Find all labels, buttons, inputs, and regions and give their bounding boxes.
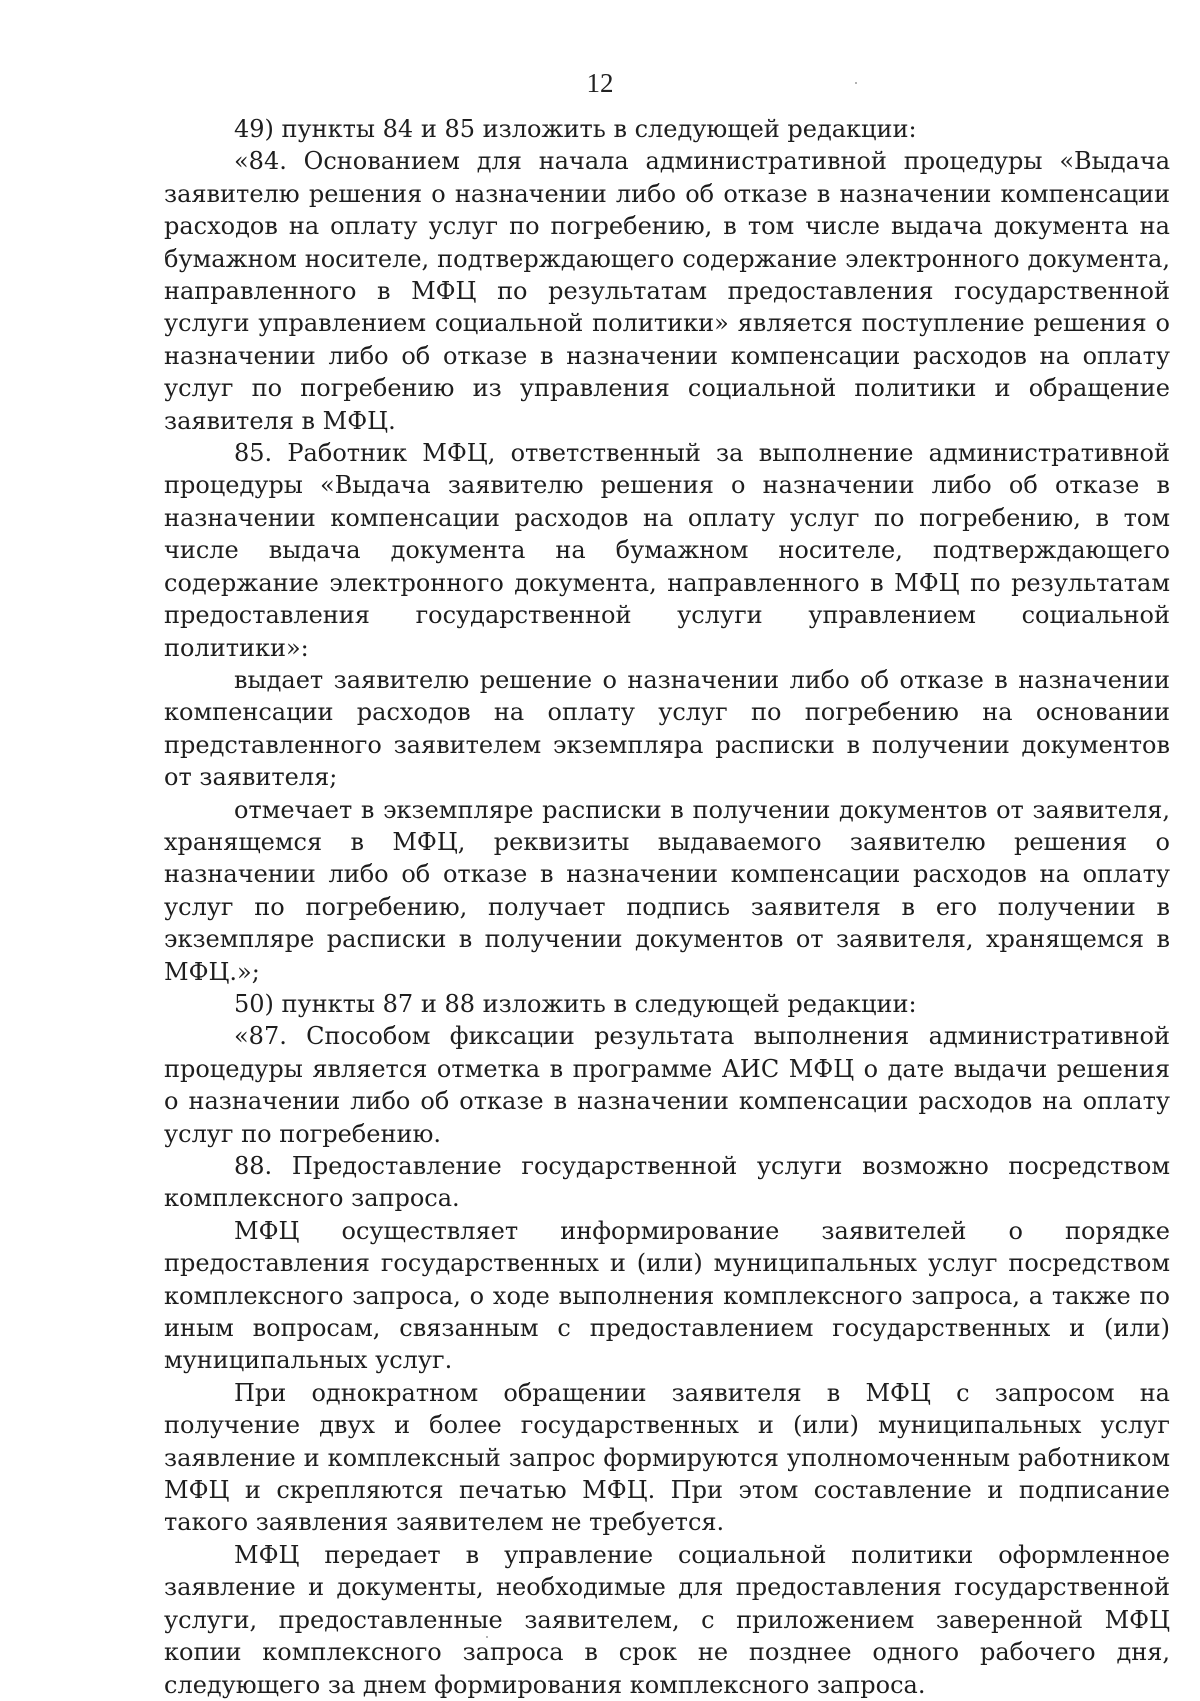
paragraph-point-84: «84. Основанием для начала административной процедуры «Выдача заявителю решения о назначении либо об отказе в назначении компенсации расходов на оплату услуг по погребению, в том числе выдача документа на бумажном носителе, подтверждающего содержание электронного документа, направленного в МФЦ по результатам предоставления государственной услуги управлением социальной политики» является поступление решения о назначении либо об отказе в назначении компенсации расходов на оплату услуг по погребению из управления социальной политики и обращение заявителя в МФЦ. — [164, 147, 1170, 435]
paragraph-mfc-informing: МФЦ осуществляет информирование заявителей о порядке предоставления государственных и (или) муниципальных услуг посредством комплексного запроса, о ходе выполнения комплексного запроса, а также по иным вопросам, связанным с предоставлением государственных и (или) муниципальных услуг. — [164, 1216, 1170, 1375]
paragraph-single-request: При однократном обращении заявителя в МФЦ с запросом на получение двух и более государственных и (или) муниципальных услуг заявление и комплексный запрос формируются уполномоченным работником МФЦ и скрепляются печатью МФЦ. При этом составление и подписание такого заявления заявителем не требуется. — [164, 1378, 1170, 1537]
paragraph-mfc-transfers: МФЦ передает в управление социальной политики оформленное заявление и документы, необходимые для предоставления государственной услуги, предоставленные заявителем, с приложением заверенной МФЦ копии комплексного запроса в срок не позднее одного рабочего дня, следующего за днем формирования комплексного запроса. — [164, 1540, 1170, 1699]
paragraph-point-87: «87. Способом фиксации результата выполнения административной процедуры является отметка в программе АИС МФЦ о дате выдачи решения о назначении либо об отказе в назначении компенсации расходов на оплату услуг по погребению. — [164, 1022, 1170, 1148]
paragraph-marks-receipt: отмечает в экземпляре расписки в получении документов от заявителя, хранящемся в МФЦ, реквизиты выдаваемого заявителю решения о назначении либо об отказе в назначении компенсации расходов на оплату услуг по погребению, получает подпись заявителя в его получении в экземпляре расписки в получении документов от заявителя, хранящемся в МФЦ.»; — [164, 795, 1170, 986]
document-body — [164, 113, 1170, 1701]
scan-speck — [486, 1636, 488, 1638]
scan-speck — [855, 82, 857, 84]
page-number: 12 — [586, 68, 614, 98]
paragraph-point-85: 85. Работник МФЦ, ответственный за выполнение административной процедуры «Выдача заявителю решения о назначении либо об отказе в назначении компенсации расходов на оплату услуг по погребению, в том числе выдача документа на бумажном носителе, подтверждающего содержание электронного документа, направленного в МФЦ по результатам предоставления государственной услуги управлением социальной политики»: — [164, 439, 1170, 662]
paragraph-item-50: 50) пункты 87 и 88 изложить в следующей редакции: — [234, 989, 917, 1018]
paragraph-point-88: 88. Предоставление государственной услуги возможно посредством комплексного запроса. — [164, 1152, 1170, 1213]
paragraph-issues-decision: выдает заявителю решение о назначении либо об отказе в назначении компенсации расходов на оплату услуг по погребению на основании представленного заявителем экземпляра расписки в получении документов от заявителя; — [164, 665, 1170, 792]
paragraph-item-49: 49) пункты 84 и 85 изложить в следующей редакции: — [234, 115, 917, 143]
